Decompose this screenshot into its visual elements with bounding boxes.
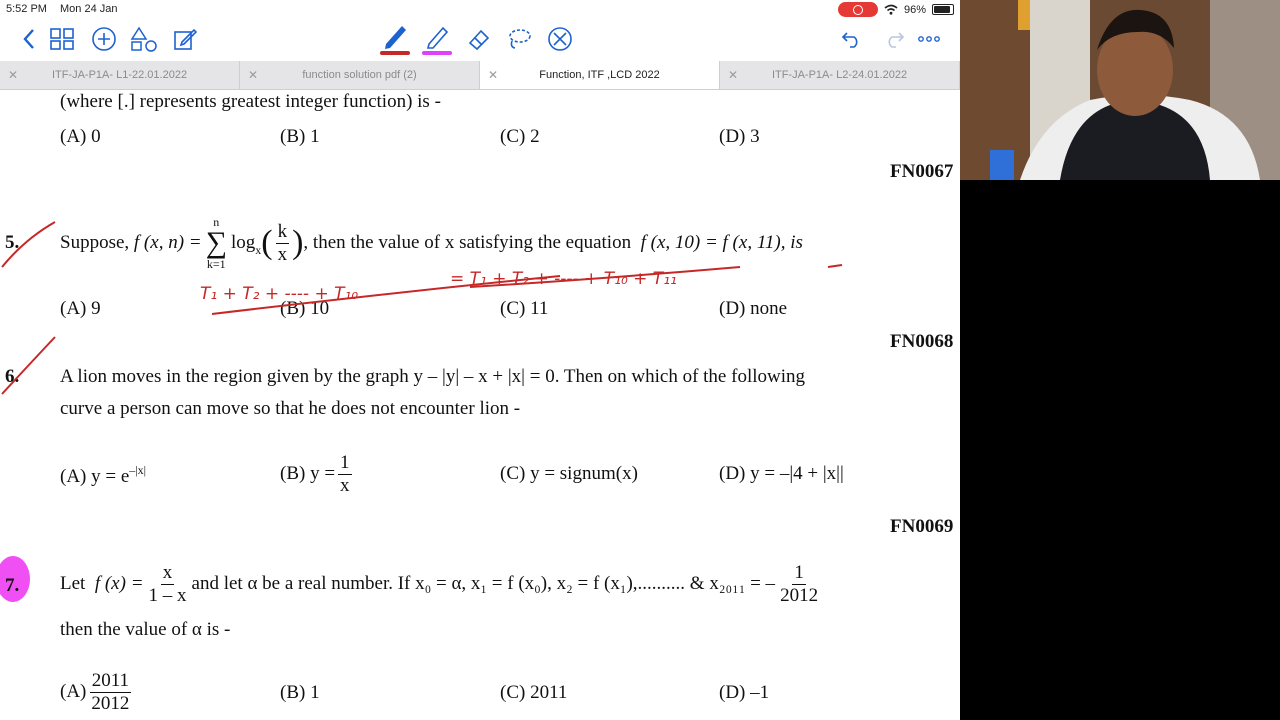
q5-equation: f (x, 10) = f (x, 11), is xyxy=(640,232,803,253)
q6-line2: curve a person can move so that he does not encounter lion - xyxy=(60,398,521,419)
q4-text: (where [.] represents greatest integer function) is - xyxy=(60,91,441,112)
status-date: Mon 24 Jan xyxy=(60,3,118,15)
tab-function-solution[interactable] xyxy=(240,61,480,89)
q6-line1: A lion moves in the region given by the graph y – |y| – x + |x| = 0. Then on which of the following xyxy=(60,366,805,387)
q5-text2: , then the value of x satisfying the equation xyxy=(303,232,632,253)
q5-log: log xyxy=(230,232,256,253)
add-circle-icon[interactable] xyxy=(90,24,118,54)
status-bar xyxy=(0,0,960,20)
q4-code: FN0067 xyxy=(890,161,954,182)
q6-code: FN0069 xyxy=(890,516,954,537)
shapes-icon[interactable] xyxy=(130,24,158,54)
battery-icon xyxy=(932,4,954,15)
back-chevron-icon[interactable] xyxy=(16,24,42,54)
q5-fraction: $\frac{k}{x}$ xyxy=(277,220,288,265)
q7-line2: then the value of α is - xyxy=(60,619,231,640)
q7-number: 7. xyxy=(5,575,20,596)
q6-option-a: (A) $y = e^{-|x|}$ xyxy=(60,463,147,487)
q4-option-d: (D) 3 xyxy=(719,126,760,147)
q6-option-c: (C) y = signum(x) xyxy=(500,463,638,484)
q5-log-base: x xyxy=(255,242,262,257)
status-time: 5:52 PM xyxy=(6,3,47,15)
document-page[interactable] xyxy=(0,89,960,720)
q6-option-b: (B) y = $\frac{1}{x}$ xyxy=(280,451,350,496)
q7-question: Let f (x) = $\frac{x}{1 - x}$ and let α be a real number. If x₀ = α, x₁ = f (x₀), x₂ = f (x₁),.......... & x₂₀₁₁ = – $\frac{1}{2012}$ xyxy=(60,561,819,606)
q7-option-d: (D) –1 xyxy=(719,682,770,703)
pen-tool-red[interactable] xyxy=(380,24,410,54)
q7-option-b: (B) 1 xyxy=(280,682,320,703)
q7-option-a: (A) $\frac{2011}{2012}$ xyxy=(60,669,130,714)
q5-option-b: (B) 10 xyxy=(280,298,330,319)
q5-option-d: (D) none xyxy=(719,298,788,319)
tab-function-itf-lcd[interactable] xyxy=(480,61,720,89)
q5-text1: Suppose, xyxy=(60,232,130,253)
q4-option-c: (C) 2 xyxy=(500,126,540,147)
q6-option-d: (D) y = –|4 + |x|| xyxy=(719,463,844,484)
document-tab-bar xyxy=(0,61,960,90)
q4-option-a: (A) 0 xyxy=(60,126,101,147)
toolbar xyxy=(0,20,960,60)
eraser-icon[interactable] xyxy=(466,24,492,54)
webcam-video xyxy=(960,0,1280,180)
q6-number: 6. xyxy=(5,366,20,387)
q5-code: FN0068 xyxy=(890,331,954,352)
q5-question: Suppose, f (x, n) = n ∑ k=1 log $_x$ ( $\frac{k}{x}$ ) , then the value of x satisfying the equation f (x, 10) = f (x, 11), is xyxy=(60,215,803,271)
close-tab-icon[interactable]: ✕ xyxy=(488,68,499,82)
undo-icon[interactable] xyxy=(840,24,864,54)
q5-sum-bottom: k=1 xyxy=(206,257,226,271)
tab-label: Function, ITF ,LCD 2022 xyxy=(539,69,660,81)
q5-option-a: (A) 9 xyxy=(60,298,101,319)
redo-icon[interactable] xyxy=(882,24,906,54)
laser-off-icon[interactable] xyxy=(546,24,574,54)
highlighter-tool-pink[interactable] xyxy=(422,24,452,54)
screen-record-icon[interactable] xyxy=(838,2,878,17)
battery-percent: 96% xyxy=(903,3,926,16)
q7-option-c: (C) 2011 xyxy=(500,682,568,703)
presenter-image xyxy=(960,0,1280,180)
tab-itf-l2[interactable] xyxy=(720,61,960,89)
q5-sum-top: n xyxy=(213,215,220,229)
q4-option-b: (B) 1 xyxy=(280,126,320,147)
wifi-icon xyxy=(884,4,898,15)
q5-option-c: (C) 11 xyxy=(500,298,549,319)
lasso-icon[interactable] xyxy=(506,24,532,54)
q5-function: f (x, n) = xyxy=(133,232,202,253)
edit-icon[interactable] xyxy=(172,24,198,54)
tab-label: ITF-JA-P1A- L1-22.01.2022 xyxy=(51,69,188,81)
close-tab-icon[interactable]: ✕ xyxy=(248,68,259,82)
ink-note-1: T₁ + T₂ + ---- + T₁₀ xyxy=(200,284,359,304)
ink-note-2: = T₁ + T₂ + ---- + T₁₀ + T₁₁ xyxy=(450,269,677,289)
q5-sum: n ∑ k=1 xyxy=(205,215,227,271)
more-icon[interactable] xyxy=(916,24,942,54)
tab-label: ITF-JA-P1A- L2-24.01.2022 xyxy=(771,69,908,81)
close-tab-icon[interactable]: ✕ xyxy=(8,68,19,82)
tab-itf-l1[interactable] xyxy=(0,61,240,89)
close-tab-icon[interactable]: ✕ xyxy=(728,68,739,82)
tab-label: function solution pdf (2) xyxy=(302,69,417,81)
q5-number: 5. xyxy=(5,232,20,253)
grid-icon[interactable] xyxy=(48,24,76,54)
